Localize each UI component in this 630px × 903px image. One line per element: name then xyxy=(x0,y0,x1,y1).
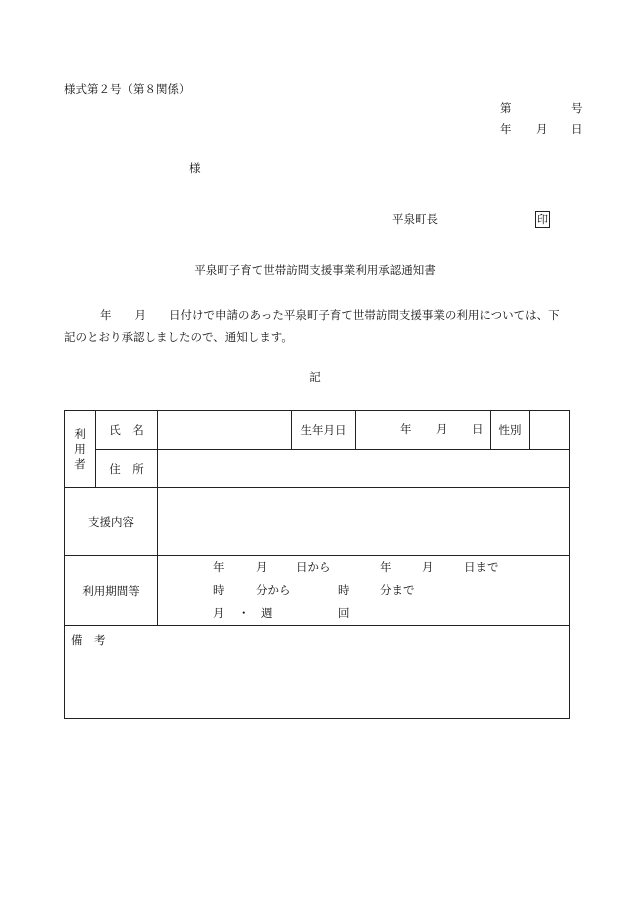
birth-day: 日 xyxy=(472,422,484,436)
doc-number-dai: 第 xyxy=(500,101,512,115)
freq-month: 月 xyxy=(213,605,225,620)
name-value-cell[interactable] xyxy=(158,411,292,450)
support-row xyxy=(65,488,570,556)
name-label: 氏 名 xyxy=(96,411,158,450)
seal-stamp: 印 xyxy=(537,213,548,226)
remarks-row xyxy=(65,626,570,719)
support-content-value-cell[interactable] xyxy=(158,488,570,556)
time-end-minute: 分まで xyxy=(380,582,415,597)
body-year: 年 xyxy=(100,308,112,322)
user-label-cell xyxy=(65,411,96,488)
remarks-cell[interactable] xyxy=(65,626,570,719)
time-start-hour: 時 xyxy=(213,582,225,597)
period-end-year: 年 xyxy=(380,559,392,574)
addressee-suffix: 様 xyxy=(189,161,201,175)
period-label: 利用期間等 xyxy=(65,556,158,626)
body-line-1-rest: 日付けで申請のあった平泉町子育て世帯訪問支援事業の利用については、下 xyxy=(169,308,560,322)
date-day: 日 xyxy=(571,122,583,136)
time-start-minute: 分から xyxy=(256,582,291,597)
gender-label: 性別 xyxy=(491,411,530,450)
support-content-label: 支援内容 xyxy=(65,488,158,556)
period-start-day: 日から xyxy=(296,559,331,574)
freq-dot: ・ xyxy=(238,605,250,620)
form-number: 様式第２号（第８関係） xyxy=(64,82,191,96)
body-line-1 xyxy=(64,304,584,326)
document-title: 平泉町子育て世帯訪問支援事業利用承認通知書 xyxy=(194,263,436,277)
freq-times: 回 xyxy=(338,605,350,620)
time-end-hour: 時 xyxy=(338,582,350,597)
freq-week: 週 xyxy=(261,605,273,620)
user-label-char-3: 者 xyxy=(74,456,86,471)
birth-year: 年 xyxy=(400,422,412,436)
period-end-month: 月 xyxy=(422,559,434,574)
date-month: 月 xyxy=(536,122,548,136)
issuer-title: 平泉町長 xyxy=(392,212,438,226)
period-end-day: 日まで xyxy=(464,559,499,574)
gender-value-cell[interactable] xyxy=(530,411,570,450)
name-row xyxy=(65,411,570,450)
address-value-cell[interactable] xyxy=(158,450,570,488)
body-month: 月 xyxy=(134,308,146,322)
user-label-char-1: 利 xyxy=(74,426,86,441)
address-label: 住 所 xyxy=(96,450,158,488)
date-year: 年 xyxy=(500,122,512,136)
doc-number-go: 号 xyxy=(571,101,583,115)
application-table xyxy=(64,410,570,719)
body-paragraph xyxy=(64,304,584,348)
address-row xyxy=(65,450,570,488)
body-line-2: 記のとおり承認しましたので、通知します。 xyxy=(64,330,293,344)
birth-month: 月 xyxy=(436,422,448,436)
user-label-char-2: 用 xyxy=(74,441,86,456)
birthdate-label: 生年月日 xyxy=(292,411,356,450)
remarks-label: 備 考 xyxy=(71,633,106,647)
period-value-cell[interactable] xyxy=(158,556,570,626)
birthdate-value-cell[interactable] xyxy=(356,411,491,450)
period-start-month: 月 xyxy=(256,559,268,574)
period-start-year: 年 xyxy=(213,559,225,574)
period-row xyxy=(65,556,570,626)
ki-heading: 記 xyxy=(309,370,321,384)
